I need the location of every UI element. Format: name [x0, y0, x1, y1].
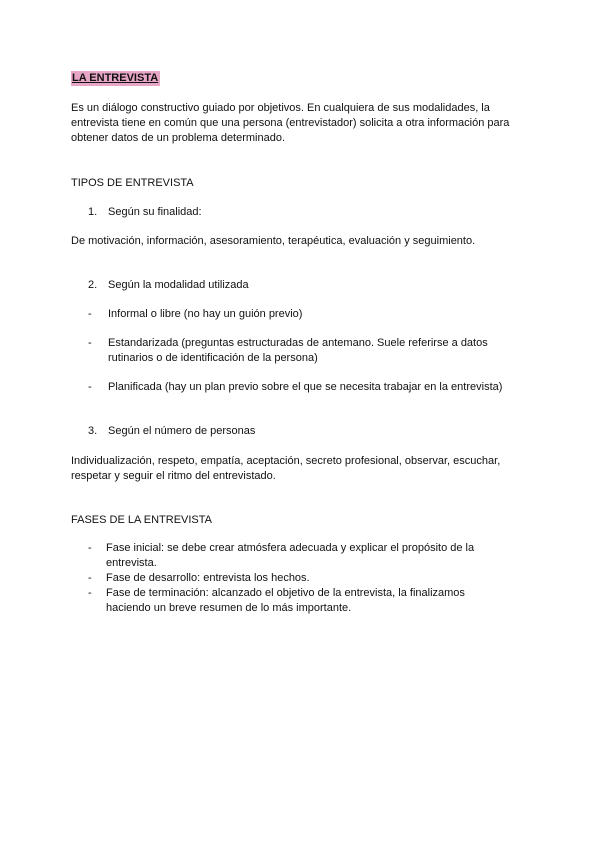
- fases-heading: FASES DE LA ENTREVISTA: [71, 514, 213, 526]
- item-label: Según su finalidad:: [108, 206, 202, 218]
- document-title: LA ENTREVISTA: [72, 72, 159, 84]
- item-number: 1.: [88, 206, 98, 218]
- numbered-item-2: [88, 278, 249, 293]
- bullet-dash: -: [88, 572, 92, 584]
- tipos-heading: TIPOS DE ENTREVISTA: [71, 177, 194, 189]
- modalidad-item: [88, 336, 508, 366]
- personas-description: Individualización, respeto, empatía, aceptación, secreto profesional, observar, escuchar, respetar y seguir el ritmo del entrevistado.: [71, 455, 501, 482]
- modalidad-text: Estandarizada (preguntas estructuradas de antemano. Suele referirse a datos rutinarios o de identificación de la persona): [108, 337, 488, 364]
- fase-item: [88, 541, 508, 571]
- finalidad-description: De motivación, información, asesoramiento, terapéutica, evaluación y seguimiento.: [71, 235, 476, 247]
- item-number: 2.: [88, 279, 98, 291]
- numbered-item-3: [88, 424, 255, 439]
- fase-text: Fase de terminación: alcanzado el objetivo de la entrevista, la finalizamos haciendo un breve resumen de lo más importante.: [106, 587, 465, 614]
- bullet-dash: -: [88, 587, 92, 599]
- fases-list: [88, 541, 508, 616]
- fase-item: [88, 586, 508, 616]
- item-number: 3.: [88, 425, 98, 437]
- bullet-dash: -: [88, 542, 92, 554]
- bullet-dash: -: [88, 308, 92, 320]
- numbered-item-1: [88, 205, 202, 220]
- modalidad-item: [88, 380, 508, 395]
- item-label: Según el número de personas: [108, 425, 256, 437]
- modalidad-text: Planificada (hay un plan previo sobre el que se necesita trabajar en la entrevista): [108, 381, 503, 393]
- intro-paragraph: Es un diálogo constructivo guiado por objetivos. En cualquiera de sus modalidades, la entrevista tiene en común que una persona (entrevistador) solicita a otra información para obtener datos de un problema determinado.: [71, 102, 510, 144]
- fase-text: Fase de desarrollo: entrevista los hechos.: [106, 572, 310, 584]
- modalidad-item: [88, 307, 508, 322]
- bullet-dash: -: [88, 337, 92, 349]
- bullet-dash: -: [88, 381, 92, 393]
- fase-item: [88, 571, 508, 586]
- modalidad-text: Informal o libre (no hay un guión previo): [108, 308, 303, 320]
- fase-text: Fase inicial: se debe crear atmósfera adecuada y explicar el propósito de la entrevista.: [106, 542, 475, 569]
- item-label: Según la modalidad utilizada: [108, 279, 249, 291]
